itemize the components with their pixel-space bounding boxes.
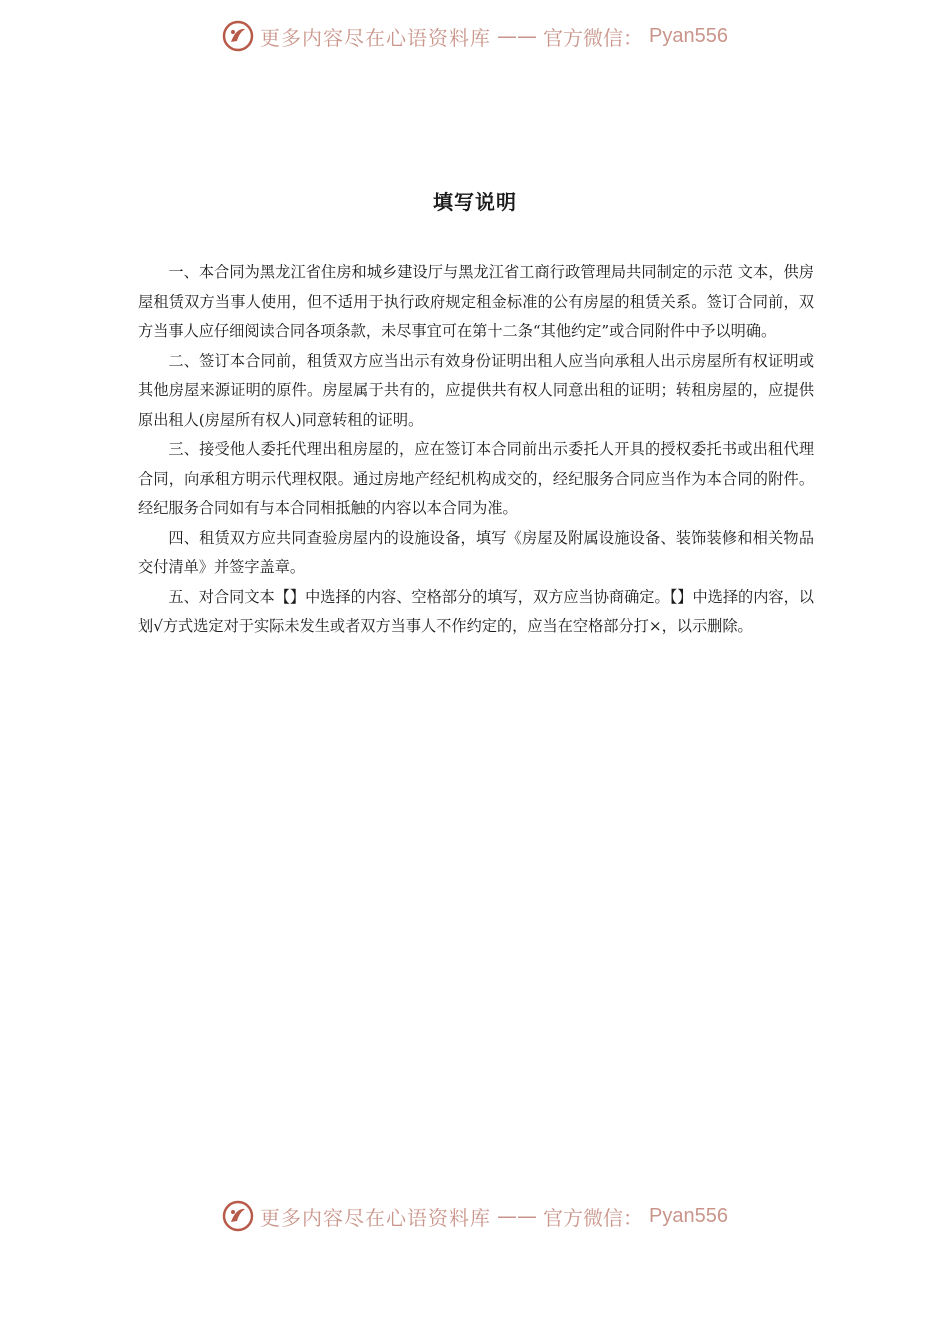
watermark-separator: —— <box>497 1204 538 1228</box>
logo-icon <box>222 1200 254 1232</box>
watermark-separator: —— <box>497 24 538 48</box>
watermark-label: 官方微信： <box>543 25 644 50</box>
footer-watermark <box>0 1196 950 1236</box>
watermark-account: Pyan556 <box>649 1204 728 1227</box>
header-watermark <box>0 16 950 56</box>
watermark-site-text: 更多内容尽在心语资料库 <box>260 25 492 50</box>
watermark-site-text: 更多内容尽在心语资料库 <box>260 1205 492 1230</box>
watermark-label: 官方微信： <box>543 1205 644 1230</box>
paragraph-2: 二、签订本合同前，租赁双方应当出示有效身份证明出租人应当向承租人出示房屋所有权证明或其他房屋来源证明的原件。房屋属于共有的，应提供共有权人同意出租的证明；转租房屋的，应提供原出租人(房屋所有权人)同意转租的证明。 <box>138 351 814 429</box>
paragraph-5: 五、对合同文本【】中选择的内容、空格部分的填写，双方应当协商确定。【】中选择的内容，以划√方式选定对于实际未发生或者双方当事人不作约定的，应当在空格部分打×，以示删除。 <box>138 587 814 635</box>
watermark-account: Pyan556 <box>649 24 728 47</box>
logo-icon <box>222 20 254 52</box>
page-title: 填写说明 <box>433 190 517 214</box>
paragraph-1: 一、本合同为黑龙江省住房和城乡建设厅与黑龙江省工商行政管理局共同制定的示范 文本，供房屋租赁双方当事人使用，但不适用于执行政府规定租金标准的公有房屋的租赁关系。签订合同前，双方当事人应仔细阅读合同各项条款，未尽事宜可在第十二条“其他约定”或合同附件中予以明确。 <box>138 263 814 340</box>
document-body <box>138 258 814 642</box>
paragraph-4: 四、租赁双方应共同查验房屋内的设施设备，填写《房屋及附属设施设备、装饰装修和相关物品交付清单》并签字盖章。 <box>138 528 814 576</box>
paragraph-3: 三、接受他人委托代理出租房屋的，应在签订本合同前出示委托人开具的授权委托书或出租代理合同，向承租方明示代理权限。通过房地产经纪机构成交的，经纪服务合同应当作为本合同的附件。经纪服务合同如有与本合同相抵触的内容以本合同为准。 <box>138 440 814 517</box>
